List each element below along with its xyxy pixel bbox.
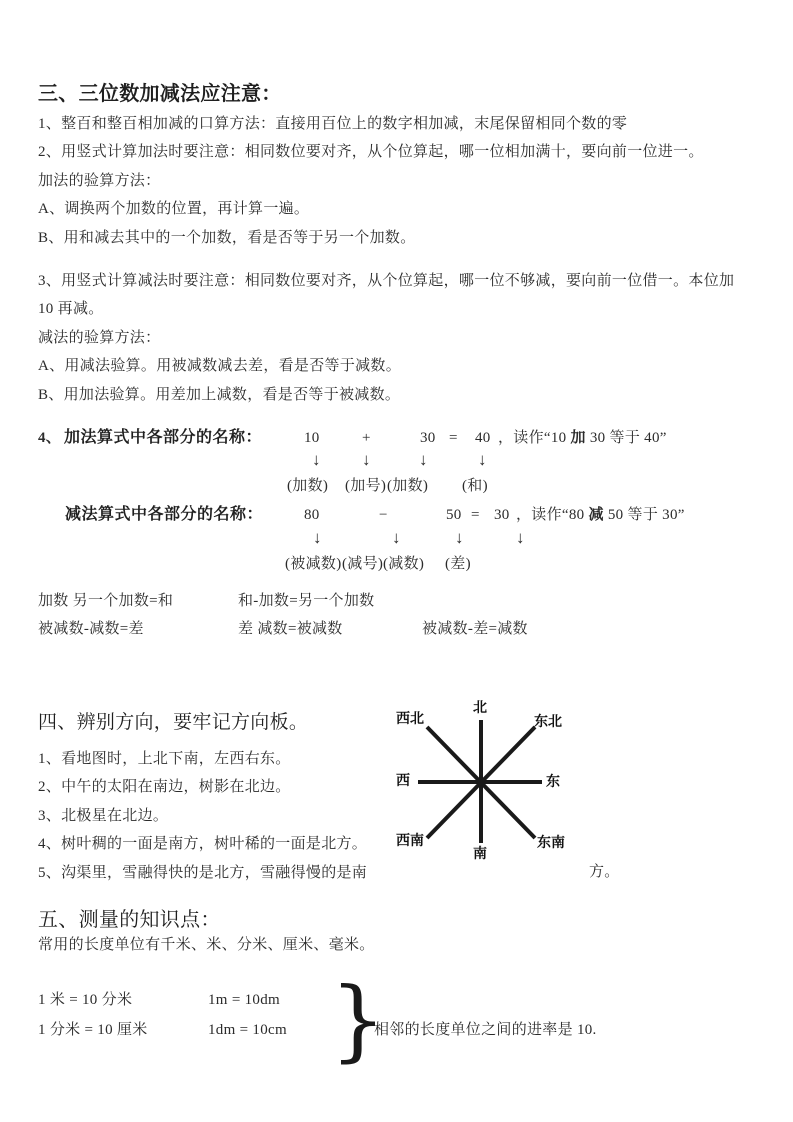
text-line: A、用减法验算。用被减数减去差，看是否等于减数。 xyxy=(38,358,402,375)
equation-term: 50 xyxy=(446,507,462,523)
down-arrow-icon: ↓ xyxy=(313,528,322,547)
equation-operator: − xyxy=(379,507,388,523)
equation-operator: + xyxy=(362,430,371,446)
text-line: 减法的验算方法： xyxy=(38,329,161,346)
compass-label-west: 西 xyxy=(396,774,410,789)
section5-intro: 常用的长度单位有千米、米、分米、厘米、毫米。 xyxy=(38,937,375,953)
reading-prefix: ，读作“10 xyxy=(498,430,571,446)
compass-label-east: 东 xyxy=(546,775,560,790)
reading-operator-word: 减 xyxy=(588,507,604,523)
section3-paragraph-1 xyxy=(38,110,704,252)
reading-operator-word: 加 xyxy=(570,430,586,446)
relation-formula: 和-加数=另一个加数 xyxy=(238,593,375,609)
equation-term: 10 xyxy=(304,430,320,446)
text-line: 加法的验算方法： xyxy=(38,172,161,189)
term-label: (减号) xyxy=(342,556,384,572)
down-arrow-icon: ↓ xyxy=(455,528,464,547)
text-line: B、用和减去其中的一个加数，看是否等于另一个加数。 xyxy=(38,229,416,246)
curly-brace: } xyxy=(330,968,387,1071)
compass-label-northwest: 西北 xyxy=(396,712,424,727)
term-label: (差) xyxy=(445,556,471,572)
unit-conversion-cn: 1 分米 = 10 厘米 xyxy=(38,1022,148,1038)
relation-formula: 被减数-差=减数 xyxy=(422,621,528,637)
text-line: 2、中午的太阳在南边，树影在北边。 xyxy=(38,779,291,796)
text-line: 3、用竖式计算减法时要注意：相同数位要对齐，从个位算起，哪一位不够减，要向前一位借一。本位加 xyxy=(38,273,735,289)
reading-suffix: 50 等于 30” xyxy=(603,507,685,523)
line5-continuation: 方。 xyxy=(589,864,620,880)
addition-reading xyxy=(498,428,667,448)
equation-term: 80 xyxy=(304,507,320,523)
text-line: 4、树叶稠的一面是南方，树叶稀的一面是北方。 xyxy=(38,836,368,853)
equation-term: 40 xyxy=(475,430,491,446)
text-line: 3、北极星在北边。 xyxy=(38,807,169,824)
compass-label-southeast: 东南 xyxy=(537,836,565,851)
reading-suffix: 30 等于 40” xyxy=(585,430,667,446)
subtraction-reading xyxy=(516,505,685,525)
relation-formula: 差 减数=被减数 xyxy=(238,621,343,637)
unit-conversion-cn: 1 米 = 10 分米 xyxy=(38,992,133,1008)
term-label: (和) xyxy=(462,478,488,494)
item-number: 4、 xyxy=(38,430,62,446)
compass-label-south: 南 xyxy=(473,847,487,862)
down-arrow-icon: ↓ xyxy=(362,450,371,469)
subtraction-title: 减法算式中各部分的名称： xyxy=(65,506,264,523)
section4-heading: 四、辨别方向，要牢记方向板。 xyxy=(38,712,309,733)
text-line: 2、用竖式计算加法时要注意：相同数位要对齐，从个位算起，哪一位相加满十，要向前一位进一。 xyxy=(38,144,704,161)
compass-label-northeast: 东北 xyxy=(534,715,562,730)
equation-term: 30 xyxy=(494,507,510,523)
addition-title: 加法算式中各部分的名称： xyxy=(64,429,263,446)
compass-rose xyxy=(390,690,610,870)
text-line: 1、整百和整百相加减的口算方法：直接用百位上的数字相加减，末尾保留相同个数的零 xyxy=(38,116,628,132)
unit-conversion-en: 1m = 10dm xyxy=(208,992,280,1008)
equals-sign: = xyxy=(471,507,480,523)
equals-sign: = xyxy=(449,430,458,446)
term-label: (加数) xyxy=(287,478,329,494)
section3-paragraph-2 xyxy=(38,267,734,409)
equation-term: 30 xyxy=(420,430,436,446)
relation-formula: 加数 另一个加数=和 xyxy=(38,593,174,609)
compass-label-southwest: 西南 xyxy=(396,834,424,849)
term-label: (减数) xyxy=(383,556,425,572)
section4-paragraph xyxy=(38,745,367,887)
term-label: (被减数) xyxy=(285,556,342,572)
text-line: B、用加法验算。用差加上减数，看是否等于被减数。 xyxy=(38,386,401,403)
text-line: 5、沟渠里，雪融得快的是北方，雪融得慢的是南 xyxy=(38,864,368,881)
section5-heading: 五、测量的知识点： xyxy=(38,909,221,931)
text-line: 1、看地图时，上北下南，左西右东。 xyxy=(38,751,291,767)
section3-heading: 三、三位数加减法应注意： xyxy=(38,83,282,105)
down-arrow-icon: ↓ xyxy=(392,528,401,547)
text-line: A、调换两个加数的位置，再计算一遍。 xyxy=(38,201,310,218)
down-arrow-icon: ↓ xyxy=(419,450,428,469)
unit-conversion-en: 1dm = 10cm xyxy=(208,1022,287,1038)
relation-formula: 被减数-减数=差 xyxy=(38,621,144,637)
reading-prefix: ，读作“80 xyxy=(516,507,589,523)
down-arrow-icon: ↓ xyxy=(312,450,321,469)
text-line: 10 再减。 xyxy=(38,301,104,318)
compass-label-north: 北 xyxy=(473,701,487,716)
conversion-note: 相邻的长度单位之间的进率是 10. xyxy=(374,1022,597,1038)
term-label: (加号) xyxy=(345,478,387,494)
term-label: (加数) xyxy=(387,478,429,494)
down-arrow-icon: ↓ xyxy=(516,528,525,547)
down-arrow-icon: ↓ xyxy=(478,450,487,469)
